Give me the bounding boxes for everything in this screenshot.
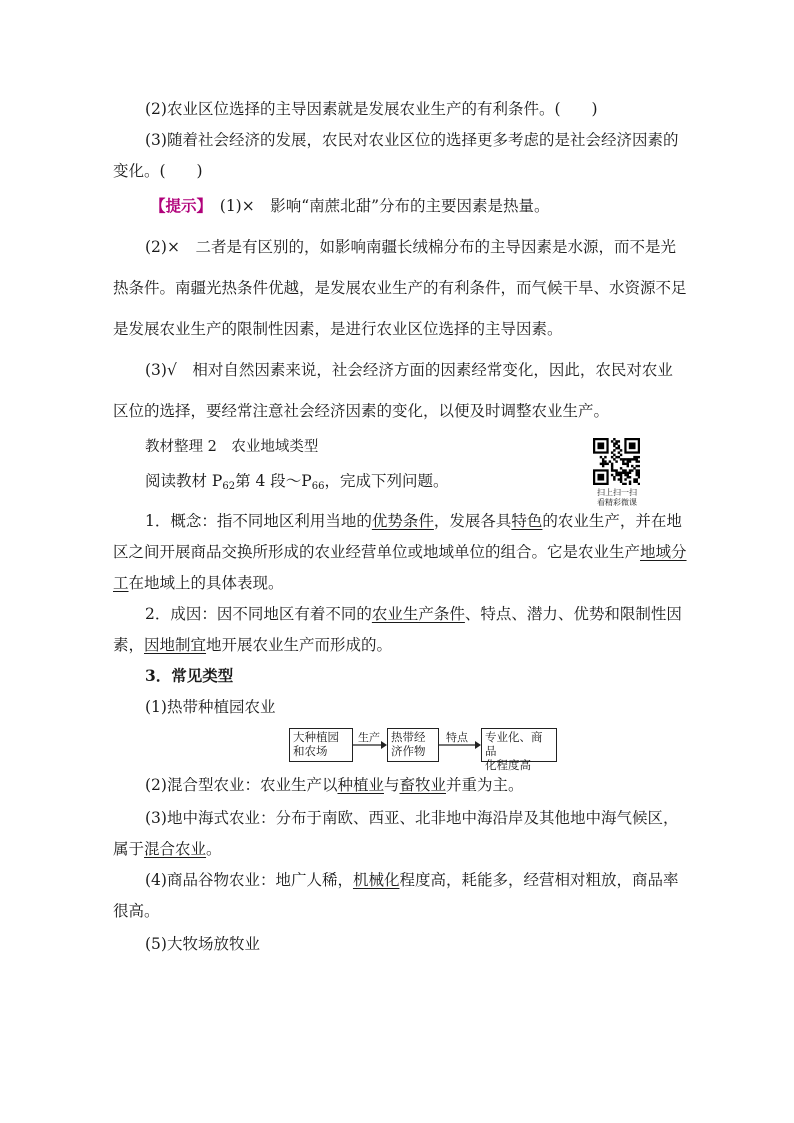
flow-box-plantation: 大种植园 和农场 [289, 728, 353, 762]
type-5: (5)大牧场放牧业 [145, 935, 260, 953]
qr-code-icon[interactable] [593, 438, 640, 485]
section-title: 教材整理 2 农业地域类型 [145, 439, 319, 455]
hint-1: 【提示】 (1)× 影响“南蔗北甜”分布的主要因素是热量。 [150, 196, 550, 215]
question-3: (3)随着社会经济的发展，农民对农业区位的选择更多考虑的是社会经济因素的 [145, 131, 679, 149]
concept-line-1: 1．概念：指不同地区利用当地的优势条件，发展各具特色的农业生产，并在地 [145, 512, 682, 530]
type-3-cont: 属于混合农业。 [113, 840, 222, 858]
qr-caption: 扫上扫一扫 看精彩微课 [597, 488, 637, 507]
question-3-cont: 变化。( ) [113, 162, 203, 180]
flow-arrow-1 [353, 740, 387, 750]
answer-3: (3)√ 相对自然因素来说，社会经济方面的因素经常变化，因此，农民对农业 [145, 361, 673, 379]
flow-arrow-2 [439, 740, 481, 750]
flow-box-crops: 热带经 济作物 [387, 728, 439, 762]
types-title: 3．常见类型 [145, 666, 234, 685]
type-2: (2)混合型农业：农业生产以种植业与畜牧业并重为主。 [145, 776, 524, 794]
answer-2-cont-2: 是发展农业生产的限制性因素，是进行农业区位选择的主导因素。 [113, 320, 563, 338]
reading-instruction: 阅读教材 $P_{62}$第 4 段$\sim P_{66}$，完成下列问题。 [145, 472, 449, 492]
cause-line-1: 2．成因：因不同地区有着不同的农业生产条件、特点、潜力、优势和限制性因 [145, 605, 682, 623]
type-1: (1)热带种植园农业 [145, 698, 276, 716]
concept-line-3: 工在地域上的具体表现。 [113, 574, 284, 592]
type-4: (4)商品谷物农业：地广人稀，机械化程度高，耗能多，经营相对粗放，商品率 [145, 871, 679, 889]
type-3: (3)地中海式农业：分布于南欧、西亚、北非地中海沿岸及其他地中海气候区， [145, 809, 679, 827]
concept-line-2: 区之间开展商品交换所形成的农业经营单位或地域单位的组合。它是农业生产地域分 [113, 543, 687, 561]
question-2: (2)农业区位选择的主导因素就是发展农业生产的有利条件。( ) [145, 100, 598, 118]
type-4-cont: 很高。 [113, 902, 160, 920]
cause-line-2: 素，因地制宜地开展农业生产而形成的。 [113, 636, 393, 654]
flow-arrow-label-2: 特点 [446, 731, 468, 744]
answer-2: (2)× 二者是有区别的，如影响南疆长绒棉分布的主导因素是水源，而不是光 [145, 238, 676, 256]
flow-arrow-label-1: 生产 [358, 731, 380, 744]
flow-box-features: 专业化、商品 化程度高 [481, 728, 557, 762]
answer-3-cont: 区位的选择，要经常注意社会经济因素的变化，以便及时调整农业生产。 [113, 402, 610, 420]
hint-label: 【提示】 [150, 196, 205, 215]
answer-2-cont-1: 热条件。南疆光热条件优越，是发展农业生产的有利条件，而气候干旱、水资源不足 [113, 279, 687, 297]
